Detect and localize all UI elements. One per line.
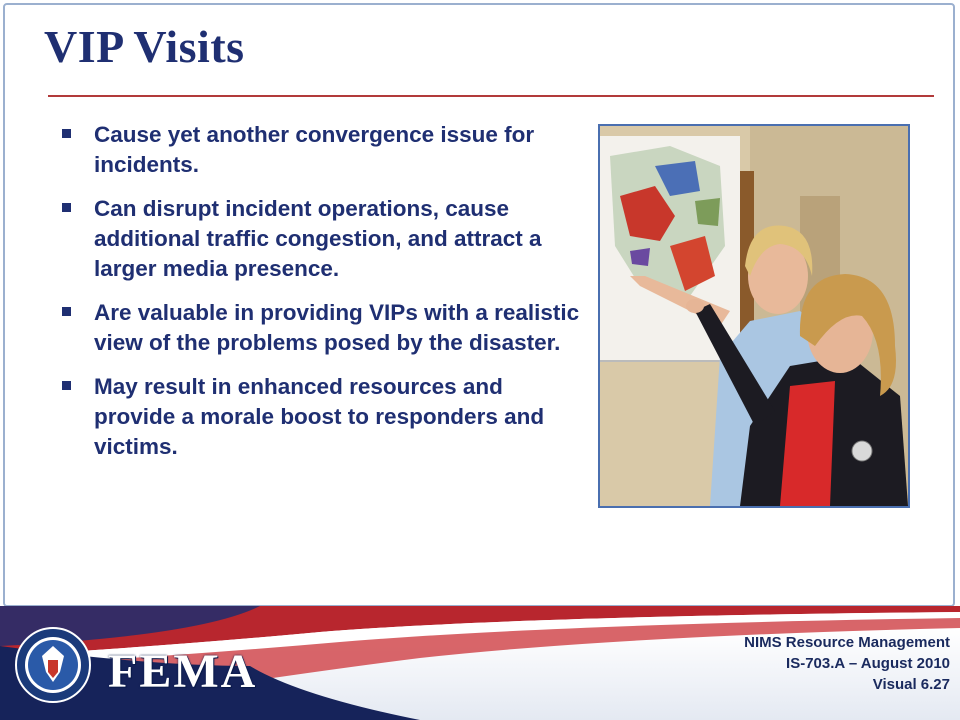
title-divider (48, 95, 934, 97)
footer-bar (0, 606, 960, 720)
course-code-date: IS-703.A – August 2010 (786, 655, 950, 672)
bullet-list (60, 120, 580, 476)
bullet-item (60, 194, 580, 284)
square-bullet-icon (62, 203, 71, 212)
bullet-text: Cause yet another convergence issue for incidents. (94, 122, 535, 177)
bullet-text: Are valuable in providing VIPs with a realistic view of the problems posed by the disaster. (94, 300, 580, 355)
dhs-seal-icon (14, 626, 92, 704)
slide-title: VIP Visits (44, 21, 245, 72)
bullet-text: May result in enhanced resources and provide a morale boost to responders and victims. (94, 374, 545, 459)
bullet-item (60, 120, 580, 180)
square-bullet-icon (62, 129, 71, 138)
course-name: NIMS Resource Management (744, 634, 950, 651)
course-info (744, 632, 950, 695)
bullet-item (60, 298, 580, 358)
square-bullet-icon (62, 381, 71, 390)
square-bullet-icon (62, 307, 71, 316)
fema-logo: FEMA (108, 645, 258, 698)
photo-illustration (600, 126, 908, 506)
bullet-item (60, 372, 580, 462)
visual-number: Visual 6.27 (872, 676, 950, 693)
bullet-text: Can disrupt incident operations, cause additional traffic congestion, and attract a larger media presence. (94, 196, 542, 281)
photo-women-at-map (598, 124, 910, 508)
